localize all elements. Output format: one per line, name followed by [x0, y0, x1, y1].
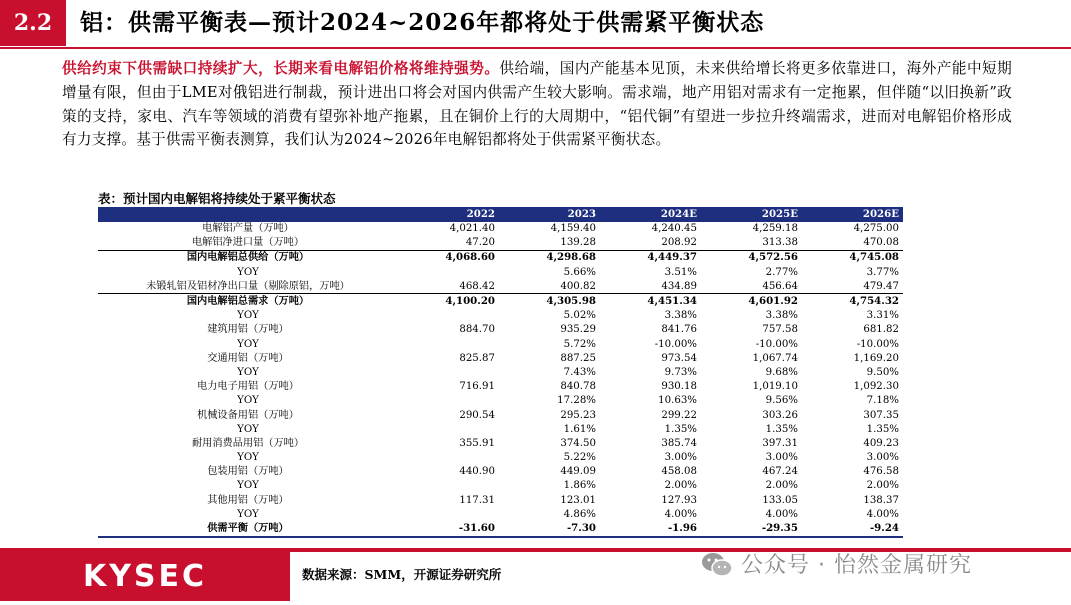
table-cell: 4.00% [664, 508, 697, 520]
table-cell: 470.08 [802, 236, 903, 251]
row-label: YOY [237, 310, 259, 322]
table-cell: 4,298.68 [546, 251, 596, 264]
table-cell: -31.60 [398, 521, 499, 536]
supply-demand-table [98, 207, 903, 538]
table-cell: 1.35% [866, 423, 899, 435]
table-cell: 681.82 [863, 324, 899, 336]
table-row [98, 422, 903, 436]
table-cell [398, 309, 499, 323]
row-label: YOY [237, 338, 259, 350]
table-cell: 3.51% [664, 266, 697, 278]
data-source-note: 数据来源：SMM，开源证券研究所 [302, 567, 502, 582]
column-header: 2025E [701, 207, 802, 222]
table-cell: 3.00% [866, 452, 899, 464]
row-label: YOY [237, 366, 259, 378]
table-row [98, 479, 903, 493]
table-cell [398, 365, 499, 379]
table-cell: 4.86% [563, 508, 596, 520]
table-cell: 3.00% [664, 452, 697, 464]
column-header: 2024E [600, 207, 701, 222]
wechat-icon [700, 551, 734, 579]
section-number-badge: 2.2 [0, 0, 66, 46]
table-cell: 3.77% [866, 266, 899, 278]
table-cell: 1,092.30 [853, 381, 899, 393]
table-cell [398, 507, 499, 521]
table-cell: 887.25 [560, 352, 596, 364]
row-label: 电解铝产量（万吨） [202, 223, 294, 235]
table-cell: 4,449.37 [647, 251, 697, 264]
table-cell: 1.35% [664, 423, 697, 435]
table-cell: -10.00% [654, 338, 697, 350]
table-cell: 4,754.32 [849, 295, 899, 308]
kysec-logo: KYSEC [82, 559, 208, 594]
table-cell: 841.76 [661, 324, 697, 336]
table-header-row [98, 207, 903, 222]
table-row [98, 222, 903, 236]
table-cell: 4,275.00 [853, 223, 899, 235]
table-cell: 47.20 [398, 236, 499, 251]
table-cell: 139.28 [499, 236, 600, 251]
table-cell: 4,745.08 [849, 251, 899, 264]
table-cell [398, 337, 499, 351]
table-cell: 138.37 [863, 494, 899, 506]
row-label: 耐用消费品用铝（万吨） [191, 437, 305, 449]
table-cell: 825.87 [459, 352, 495, 364]
table-cell: 4,451.34 [647, 295, 697, 308]
table-cell: 4,159.40 [550, 223, 596, 235]
table-cell: 290.54 [459, 409, 495, 421]
table-cell: 9.68% [765, 366, 798, 378]
table-cell: 299.22 [661, 409, 697, 421]
table-cell: 7.18% [866, 395, 899, 407]
row-label: YOY [237, 480, 259, 492]
table-cell: 5.22% [563, 452, 596, 464]
table-cell: 4,305.98 [546, 295, 596, 308]
table-cell: 930.18 [661, 381, 697, 393]
table-cell: 133.05 [762, 494, 798, 506]
row-label: 供需平衡（万吨） [98, 521, 398, 536]
table-cell: 4,100.20 [445, 295, 495, 308]
table-cell: 9.50% [866, 366, 899, 378]
row-label: 其他用铝（万吨） [207, 494, 289, 506]
table-cell: 5.72% [563, 338, 596, 350]
table-cell: 1.86% [563, 480, 596, 492]
table-cell: 479.47 [802, 279, 903, 294]
table-cell: 295.23 [560, 409, 596, 421]
table-cell: 434.89 [600, 279, 701, 294]
table-cell: 757.58 [762, 324, 798, 336]
table-cell: 123.01 [560, 494, 596, 506]
table-row [98, 351, 903, 365]
row-label: YOY [237, 508, 259, 520]
table-cell: 4,601.92 [748, 295, 798, 308]
table-cell: 716.91 [459, 381, 495, 393]
table-cell: 4,021.40 [449, 223, 495, 235]
table-row [98, 279, 903, 294]
table-row [98, 521, 903, 536]
table-cell: 973.54 [661, 352, 697, 364]
table-cell: 127.93 [661, 494, 697, 506]
table-cell: 5.02% [563, 310, 596, 322]
table-cell: -1.96 [600, 521, 701, 536]
table-cell: 397.31 [762, 437, 798, 449]
table-cell: -29.35 [701, 521, 802, 536]
table-cell: 456.64 [701, 279, 802, 294]
title-divider [0, 47, 1071, 49]
row-label: 国内电解铝总供给（万吨） [186, 251, 310, 264]
table-cell: 4.00% [765, 508, 798, 520]
title-bar [0, 0, 1071, 46]
column-header [98, 207, 398, 222]
table-row [98, 236, 903, 251]
table-row [98, 265, 903, 279]
table-cell: 9.56% [765, 395, 798, 407]
table-cell: 4,572.56 [748, 251, 798, 264]
table-cell: 7.43% [563, 366, 596, 378]
table-cell: 840.78 [560, 381, 596, 393]
intro-paragraph [62, 57, 1012, 152]
table-cell: 313.38 [701, 236, 802, 251]
table-cell [398, 479, 499, 493]
row-label: YOY [237, 423, 259, 435]
table-row [98, 365, 903, 379]
table-cell: -9.24 [802, 521, 903, 536]
slide-title: 铝：供需平衡表—预计2024~2026年都将处于供需紧平衡状态 [80, 9, 765, 36]
table-row [98, 323, 903, 337]
table-cell: 3.00% [765, 452, 798, 464]
table-cell: 476.58 [863, 466, 899, 478]
table-cell: 355.91 [459, 437, 495, 449]
table-cell: 409.23 [863, 437, 899, 449]
table-cell: 4,240.45 [651, 223, 697, 235]
table-row [98, 294, 903, 309]
table-cell: 2.00% [664, 480, 697, 492]
table-cell: 1,019.10 [752, 381, 798, 393]
column-header: 2022 [398, 207, 499, 222]
intro-body: 供给端，国内产能基本见顶，未来供给增长将更多依靠进口，海外产能中短期增量有限，但由于LME对俄铝进行制裁，预计进出口将会对国内供需产生较大影响。需求端，地产用铝对需求有一定拖累，但伴随“以旧换新”政策的支持，家电、汽车等领域的消费有望弥补地产拖累，且在铜价上行的大周期中，“铝代铜”有望进一步拉升终端需求，进而对电解铝价格形成有力支撑。基于供需平衡表测算，我们认为2024~2026年电解铝都将处于供需紧平衡状态。 [62, 60, 1012, 149]
table-cell: 1.61% [563, 423, 596, 435]
table-cell [398, 265, 499, 279]
table-cell: 2.00% [866, 480, 899, 492]
table-row [98, 394, 903, 408]
table-row [98, 337, 903, 351]
table-cell [398, 394, 499, 408]
table-cell: -7.30 [499, 521, 600, 536]
table-cell: 440.90 [459, 466, 495, 478]
table-cell: 400.82 [499, 279, 600, 294]
table-cell: 1,067.74 [752, 352, 798, 364]
column-header: 2026E [802, 207, 903, 222]
table-cell: 17.28% [557, 395, 596, 407]
row-label: 未锻轧铝及铝材净出口量（剔除原铝，万吨） [98, 279, 398, 294]
row-label: 建筑用铝（万吨） [207, 324, 289, 336]
row-label: YOY [237, 395, 259, 407]
intro-highlight: 供给约束下供需缺口持续扩大，长期来看电解铝价格将维持强势。 [62, 60, 500, 77]
row-label: 电力电子用铝（万吨） [197, 381, 299, 393]
table-cell: 307.35 [863, 409, 899, 421]
table-cell: 5.66% [563, 266, 596, 278]
table-row [98, 380, 903, 394]
column-header: 2023 [499, 207, 600, 222]
table-cell: 1.35% [765, 423, 798, 435]
table-cell: 935.29 [560, 324, 596, 336]
table-cell: 385.74 [661, 437, 697, 449]
row-label: 交通用铝（万吨） [207, 352, 289, 364]
table-cell: 2.77% [765, 266, 798, 278]
table-cell: 3.38% [765, 310, 798, 322]
table-cell: 3.31% [866, 310, 899, 322]
table-cell: 4,068.60 [445, 251, 495, 264]
table-row [98, 451, 903, 465]
table-cell: 449.09 [560, 466, 596, 478]
table-cell: 458.08 [661, 466, 697, 478]
table-cell: 3.38% [664, 310, 697, 322]
table-cell: 1,169.20 [853, 352, 899, 364]
table-row [98, 250, 903, 265]
table-cell: 303.26 [762, 409, 798, 421]
table-row [98, 408, 903, 422]
table-cell: -10.00% [856, 338, 899, 350]
table-row [98, 465, 903, 479]
row-label: 包装用铝（万吨） [207, 466, 289, 478]
watermark-text: 公众号 · 怡然金属研究 [741, 553, 972, 578]
table-caption: 表：预计国内电解铝将持续处于紧平衡状态 [98, 191, 336, 206]
table-row [98, 507, 903, 521]
table-cell: -10.00% [755, 338, 798, 350]
table-body [98, 222, 903, 537]
table-cell: 10.63% [658, 395, 697, 407]
table-cell: 4.00% [866, 508, 899, 520]
table-row [98, 436, 903, 450]
table-cell: 374.50 [560, 437, 596, 449]
table-row [98, 309, 903, 323]
row-label: YOY [237, 266, 259, 278]
table-cell: 208.92 [600, 236, 701, 251]
row-label: 电解铝净进口量（万吨） [98, 236, 398, 251]
table-cell: 467.24 [762, 466, 798, 478]
table-cell: 117.31 [459, 494, 495, 506]
table-row [98, 493, 903, 507]
table-cell: 4,259.18 [752, 223, 798, 235]
table-cell [398, 451, 499, 465]
row-label: 国内电解铝总需求（万吨） [186, 295, 310, 308]
row-label: YOY [237, 452, 259, 464]
table-cell: 884.70 [459, 324, 495, 336]
table-cell: 2.00% [765, 480, 798, 492]
row-label: 机械设备用铝（万吨） [197, 409, 299, 421]
table-cell [398, 422, 499, 436]
table-cell: 9.73% [664, 366, 697, 378]
table-cell: 468.42 [398, 279, 499, 294]
